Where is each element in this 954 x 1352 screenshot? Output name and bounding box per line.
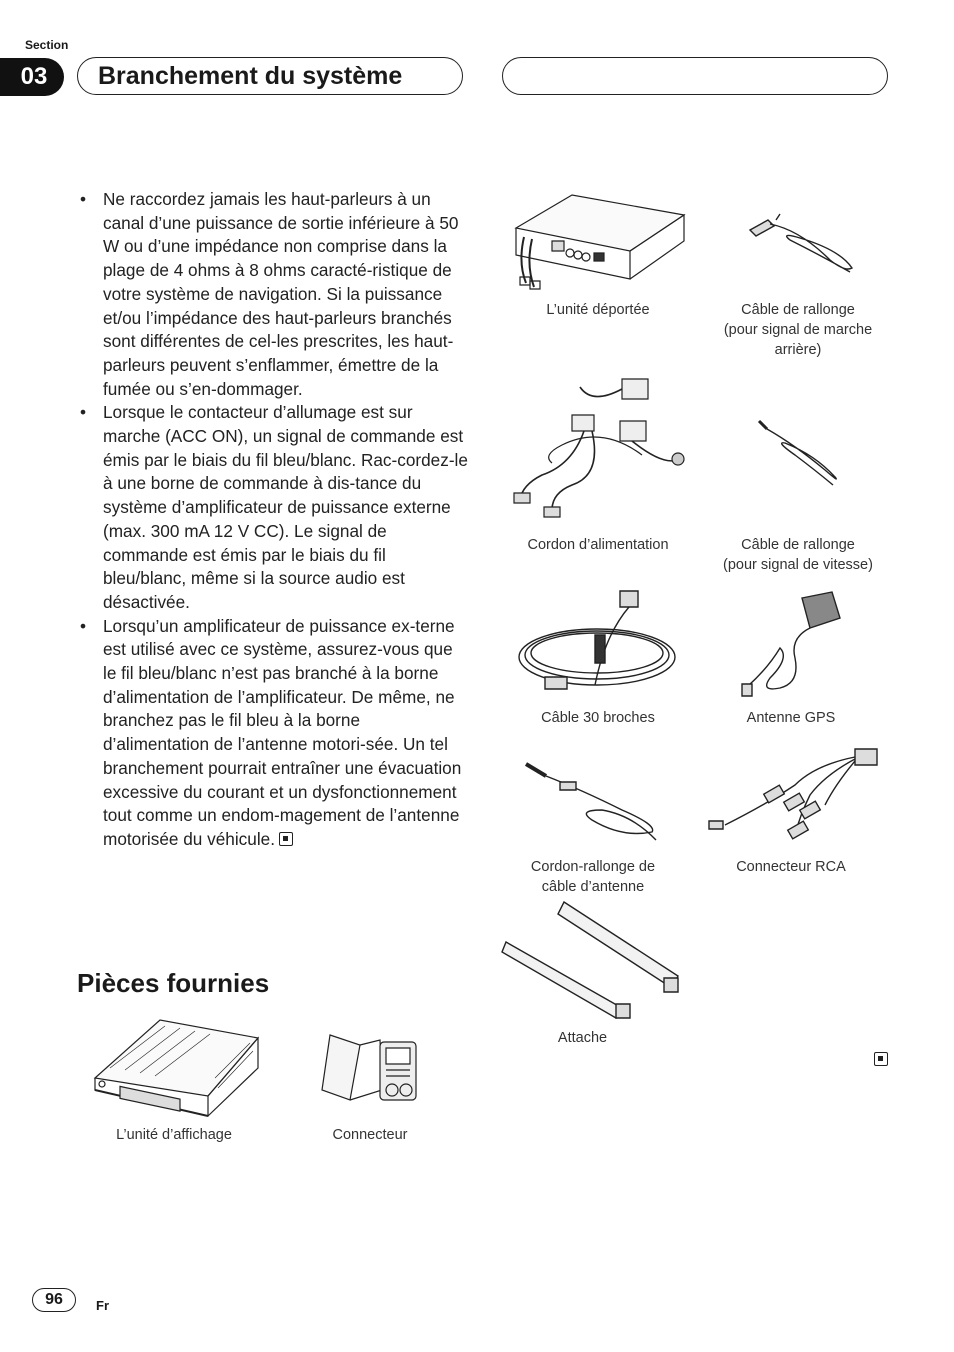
caption-cable-30: Câble 30 broches: [541, 710, 655, 726]
caption-connector: Connecteur: [332, 1127, 408, 1143]
caption-antenna-extension: Cordon-rallonge de câble d’antenne: [530, 859, 656, 895]
power-cord-illustration: [512, 375, 692, 525]
cable-30-pin-illustration: [515, 585, 680, 700]
connector-illustration: [320, 1030, 420, 1110]
language-label: Fr: [96, 1298, 109, 1313]
list-item: • Ne raccordez jamais les haut-parleurs à un canal d’une puissance de sortie inférieure à 50 W ou d’une impédance non comprise dans la plage de 4 ohms à 8 ohms caracté-ristique de votre système de navigation. Si la puissance et/ou l’impédance des haut-parleurs branchés sont différentes de cel-les prescrites, les haut-parleurs peuvent s’enflammer, émettre de la fumée ou s’en-dommager.: [80, 189, 459, 399]
caption-power-cord: Cordon d’alimentation: [527, 537, 669, 553]
page-number: 96: [32, 1288, 76, 1312]
caption-rca: Connecteur RCA: [736, 859, 846, 875]
caption-remote-unit: L’unité déportée: [546, 302, 650, 318]
list-item: • Lorsque le contacteur d’allumage est sur marche (ACC ON), un signal de commande est émis par le biais du fil bleu/blanc. Rac-cordez-le à une borne de commande à dis-tance du système d’amplificateur de puissance externe (max. 300 mA 12 V CC). Le signal de commande est émis par le biais du fil bleu/blanc, même si la source audio est désactivée.: [80, 402, 468, 612]
extension-cable-reverse-illustration: [740, 210, 860, 280]
clamp-illustration: [502, 898, 682, 1023]
header-empty-pill: [502, 57, 888, 95]
gps-antenna-illustration: [740, 588, 845, 703]
caption-gps-antenna: Antenne GPS: [746, 710, 836, 726]
remote-unit-illustration: [512, 193, 687, 293]
page-title: Branchement du système: [77, 57, 463, 95]
section-number-badge: 03: [0, 58, 64, 96]
end-mark-icon: [279, 832, 293, 846]
caption-clamp: Attache: [557, 1030, 608, 1046]
display-unit-illustration: [90, 1018, 260, 1118]
end-mark-icon: [874, 1052, 888, 1066]
antenna-extension-illustration: [522, 760, 662, 845]
extension-cable-speed-illustration: [755, 415, 845, 490]
list-item: • Lorsqu’un amplificateur de puissance ex-terne est utilisé avec ce système, assurez-vous que le fil bleu/blanc n’est pas branché à la borne d’alimentation de l’amplificateur. De même, ne branchez pas le fil bleu à la borne d’alimentation de l’antenne motori-sée. Un tel branchement pourrait entraîner une évacuation excessive du courant et un dysfonctionnement tout comme un endom-magement de l’antenne motorisée du véhicule.: [80, 615, 462, 849]
caution-list: [78, 188, 468, 852]
parts-heading: Pièces fournies: [77, 968, 270, 998]
section-label: Section: [25, 38, 69, 52]
caption-display-unit: L’unité d’affichage: [116, 1127, 232, 1143]
caption-extension-speed: Câble de rallonge (pour signal de vitesse): [723, 537, 873, 573]
rca-connector-illustration: [705, 745, 880, 845]
caption-extension-reverse: Câble de rallonge (pour signal de marche arrière): [723, 302, 873, 358]
